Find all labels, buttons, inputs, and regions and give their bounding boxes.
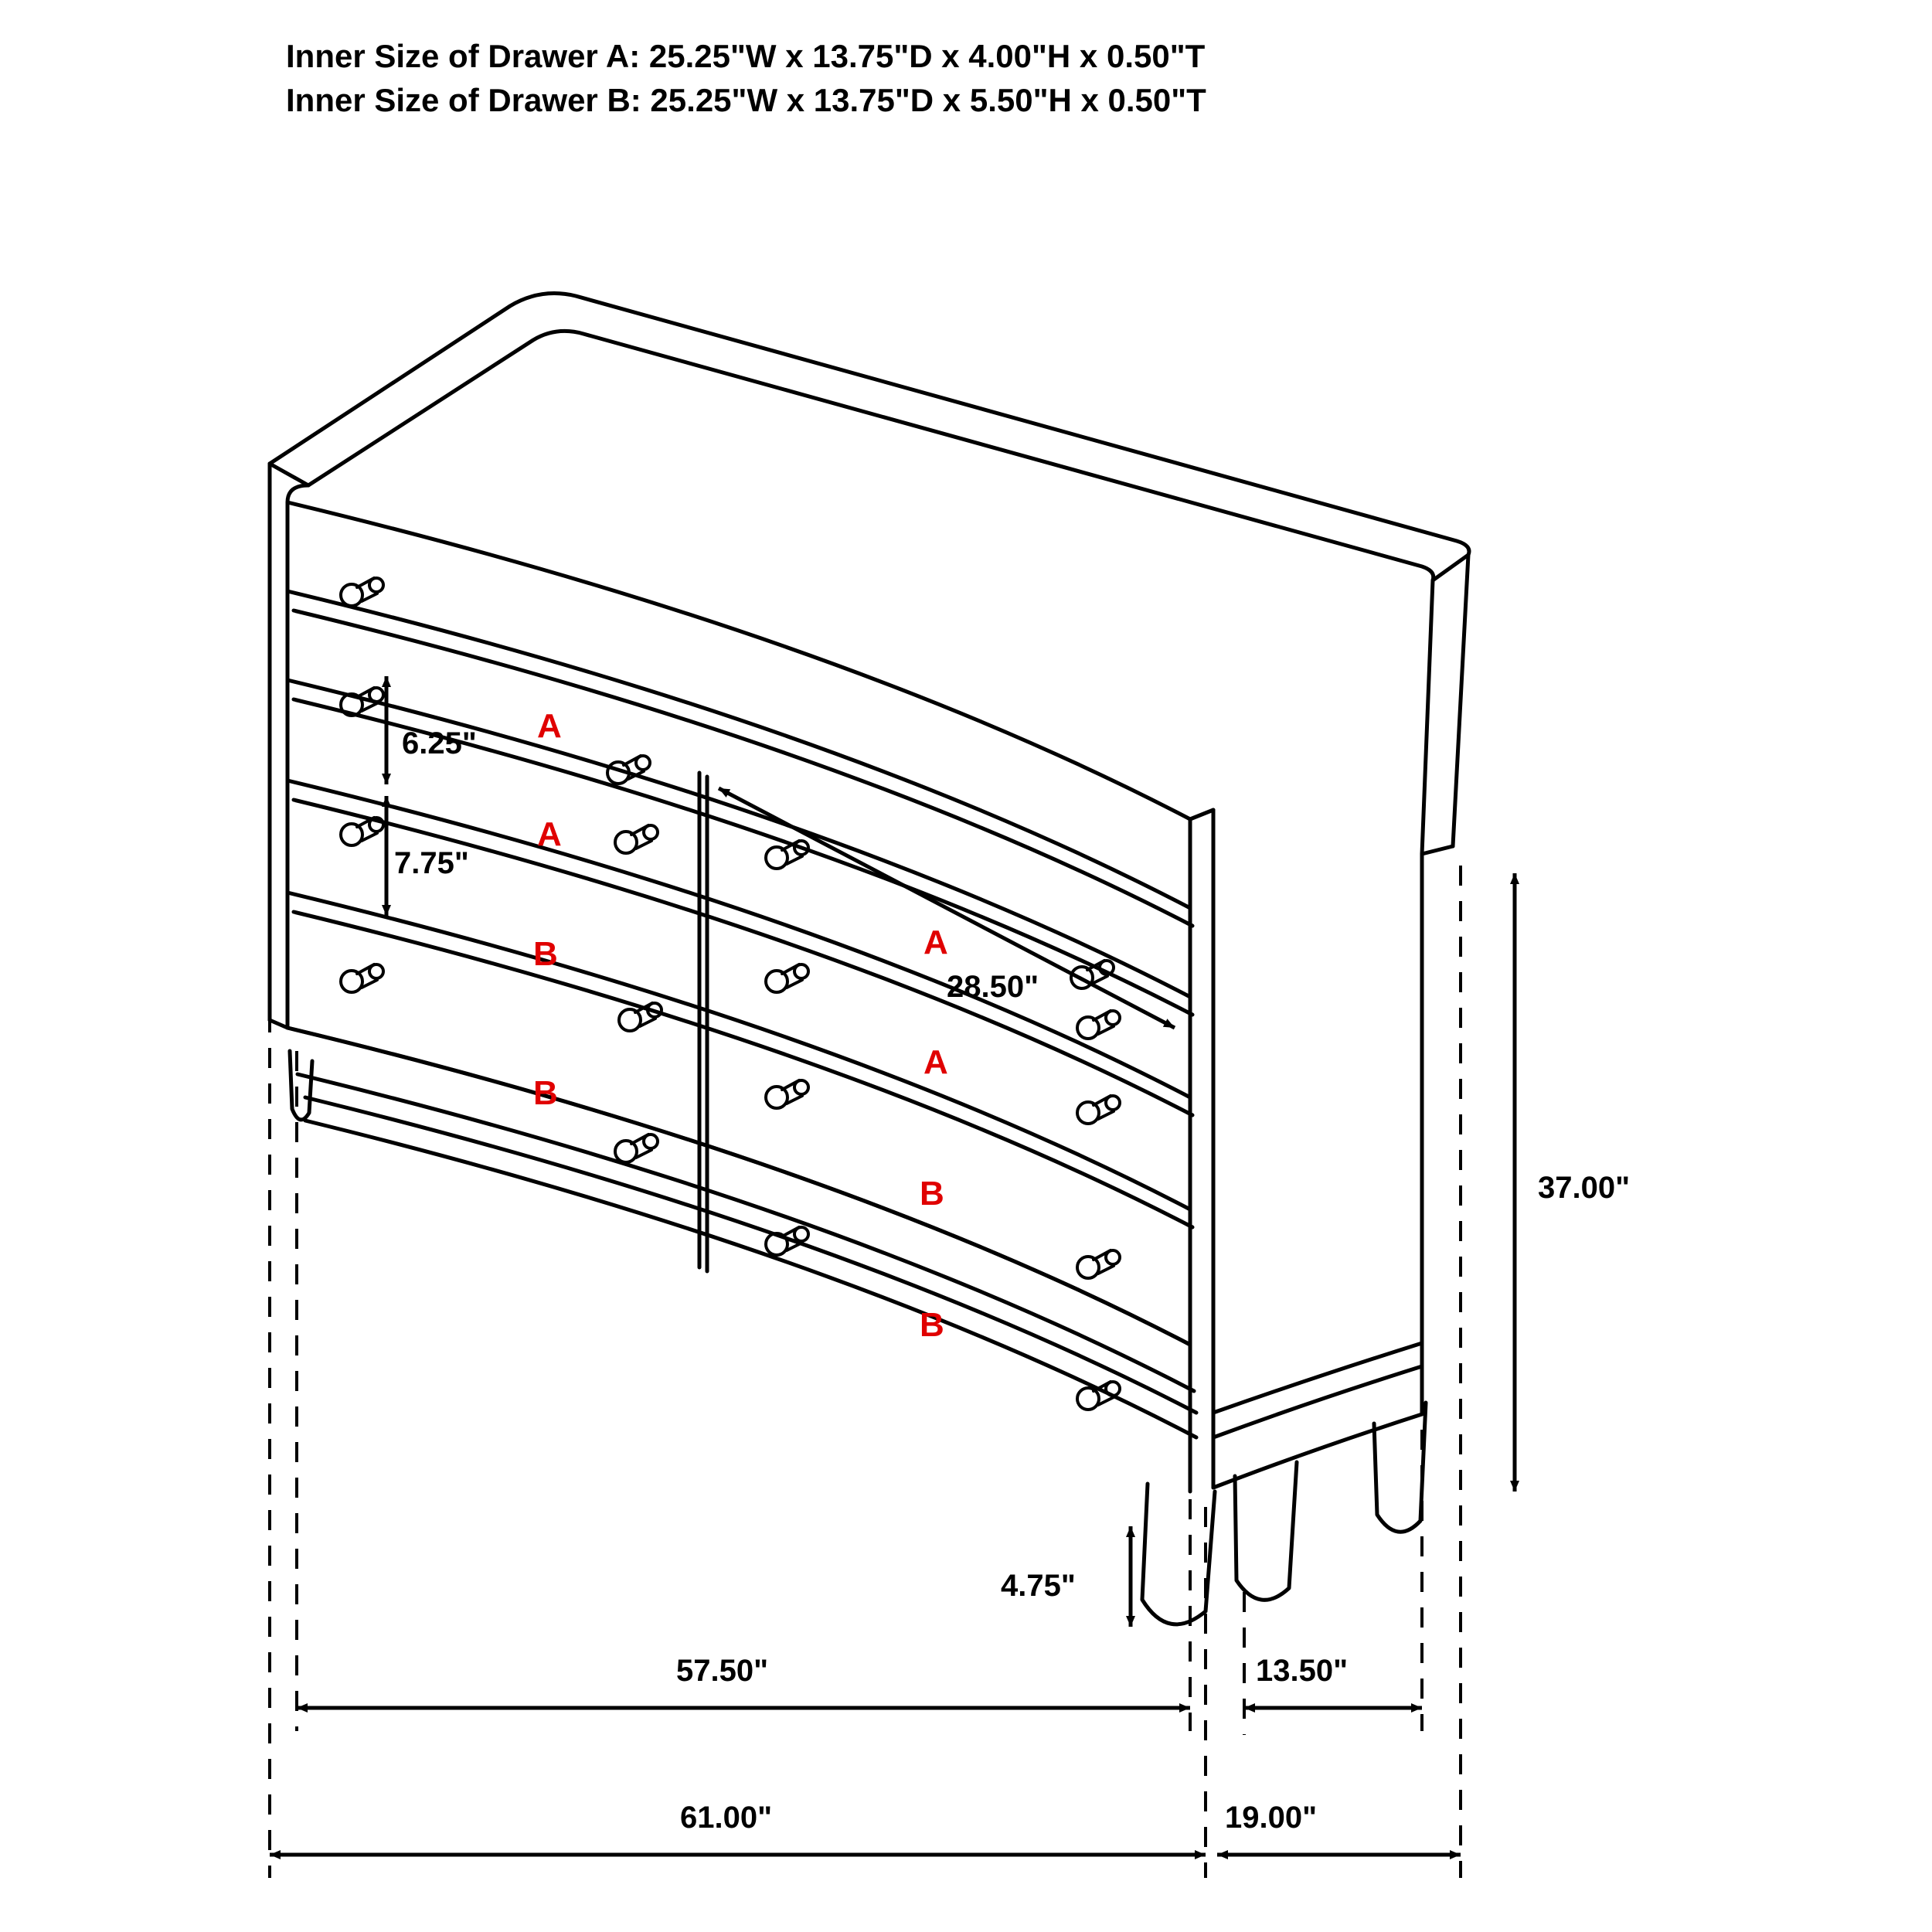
drawer-label-left-1: A bbox=[537, 707, 562, 745]
drawer-label-right-2: A bbox=[923, 1043, 948, 1081]
cabinet-left-bottom-join bbox=[270, 1020, 287, 1028]
drawer-label-right-1: A bbox=[923, 923, 948, 961]
knob bbox=[615, 825, 658, 853]
dim-label-6-25: 6.25" bbox=[402, 726, 477, 760]
front-divider-4b bbox=[294, 912, 1192, 1227]
drawer-label-right-3: B bbox=[920, 1175, 944, 1213]
dim-label-19-00: 19.00" bbox=[1225, 1801, 1318, 1835]
dim-label-7-75: 7.75" bbox=[394, 846, 469, 880]
knob bbox=[615, 1134, 658, 1162]
knob bbox=[766, 841, 808, 869]
front-top-edge bbox=[287, 502, 1190, 819]
leg-back-left bbox=[290, 1051, 312, 1120]
drawer-label-left-3: B bbox=[533, 935, 558, 973]
dresser-body-outline bbox=[270, 294, 1469, 1624]
knob bbox=[1077, 1382, 1120, 1410]
top-surface-inner-edge bbox=[308, 331, 1434, 854]
dim-label-61-00: 61.00" bbox=[680, 1801, 773, 1835]
apron-mid2 bbox=[305, 1097, 1196, 1413]
dim-label-28-50: 28.50" bbox=[947, 970, 1039, 1004]
knob bbox=[1077, 1011, 1120, 1039]
top-right-join bbox=[1433, 555, 1468, 580]
dim-label-57-50: 57.50" bbox=[676, 1654, 769, 1688]
apron-mid bbox=[298, 1074, 1194, 1391]
knob bbox=[341, 578, 383, 606]
apron-bottom bbox=[305, 1121, 1196, 1437]
right-corner-top bbox=[1190, 810, 1213, 819]
knob bbox=[766, 1080, 808, 1108]
knob bbox=[1077, 1096, 1120, 1124]
inner-size-drawer-b-text: Inner Size of Drawer B: 25.25"W x 13.75"D x 5.50"H x 0.50"T bbox=[286, 81, 1206, 118]
top-surface-outer-edge bbox=[270, 294, 1469, 846]
drawer-label-left-4: B bbox=[533, 1074, 558, 1112]
drawer-label-right-4: B bbox=[920, 1306, 944, 1344]
inner-size-drawer-a-text: Inner Size of Drawer A: 25.25"W x 13.75"D x 4.00"H x 0.50"T bbox=[286, 38, 1206, 74]
leg-back-right-front bbox=[1235, 1462, 1297, 1600]
dim-label-13-50: 13.50" bbox=[1256, 1654, 1349, 1688]
front-bottom-edge bbox=[287, 1028, 1190, 1345]
leg-front-right bbox=[1142, 1484, 1215, 1624]
knob bbox=[341, 964, 383, 992]
top-left-corner bbox=[270, 464, 308, 502]
dim-label-4-75: 4.75" bbox=[1001, 1569, 1076, 1603]
apron-top bbox=[287, 1028, 1190, 1345]
knob bbox=[766, 964, 808, 992]
drawer-label-left-2: A bbox=[537, 815, 562, 853]
top-right-corner bbox=[1422, 846, 1453, 854]
dim-label-37-00: 37.00" bbox=[1538, 1171, 1631, 1205]
knob bbox=[1077, 1250, 1120, 1278]
